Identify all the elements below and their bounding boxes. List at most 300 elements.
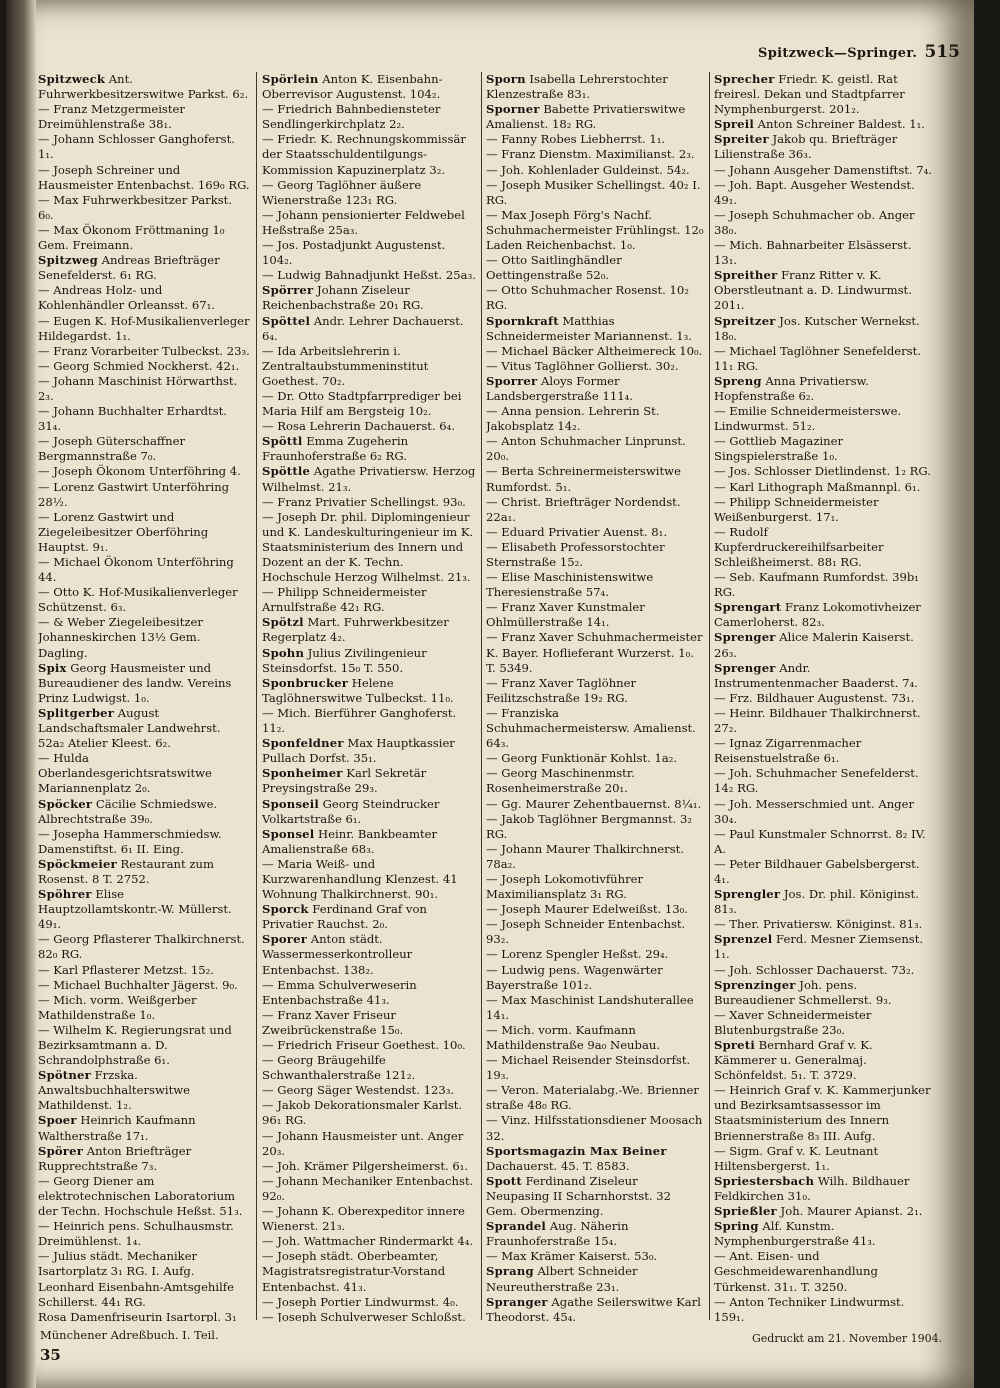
entry-surname: Sporck — [262, 902, 309, 917]
directory-entry — [262, 615, 476, 645]
directory-entry — [714, 978, 934, 1008]
entry-surname: Spöttle — [262, 464, 311, 479]
entry-surname: Spreitzer — [714, 313, 776, 328]
directory-entry — [38, 1219, 250, 1249]
directory-entry — [262, 434, 476, 464]
entry-text: — Mich. vorm. Kaufmann Mathildenstraße 9a₀ Neubau. — [486, 1022, 661, 1052]
entry-text: — Karl Lithograph Maßmannpl. 6₁. — [714, 479, 921, 494]
directory-entry — [714, 208, 934, 238]
directory-entry — [486, 495, 704, 525]
directory-entry — [38, 344, 250, 359]
entry-surname: Spreil — [714, 117, 754, 132]
entry-text: — Paul Kunstmaler Schnorrst. 8₂ IV. A. — [714, 826, 926, 856]
entry-surname: Spreiter — [714, 132, 769, 147]
directory-entry — [38, 706, 250, 751]
entry-surname: Sprecher — [714, 72, 775, 86]
entry-text: Ant. Fuhrwerkbesitzerswitwe Parkst. 6₂. — [38, 72, 249, 102]
entry-text: — & Weber Ziegeleibesitzer Johanneskirchen 13½ Gem. Dagling. — [38, 615, 203, 660]
entry-text: — Joseph Portier Lindwurmst. 4₀. — [262, 1294, 459, 1309]
print-date: Gedruckt am 21. November 1904. — [752, 1332, 943, 1345]
entry-text: Ferdinand Ziseleur Neupasing II Scharnhorstst. 32 Gem. Obermenzing. — [486, 1173, 672, 1219]
directory-entry — [714, 374, 934, 404]
entry-surname: Spreither — [714, 268, 778, 283]
directory-entry — [38, 585, 250, 615]
directory-entry — [38, 163, 250, 193]
directory-entry — [38, 615, 250, 660]
directory-entry — [486, 359, 704, 374]
entry-text: Helene Taglöhnerswitwe Tulbeckst. 11₀. — [262, 675, 454, 705]
entry-text: — Georg Bräugehilfe Schwanthalerstraße 121₂. — [262, 1053, 416, 1083]
directory-entry — [714, 1295, 934, 1322]
entry-text: — Joh. Messerschmied unt. Anger 30₄. — [714, 796, 914, 826]
entry-text: — Johann Maschinist Hörwarthst. 2₃. — [38, 373, 238, 403]
directory-entry — [262, 585, 476, 615]
entry-text: — Dr. Otto Stadtpfarrprediger bei Maria Hilf am Bergsteig 10₂. — [262, 388, 462, 419]
entry-text: — Maria Weiß- und Kurzwarenhandlung Klenzest. 41 Wohnung Thalkirchnerst. 90₁. — [262, 856, 458, 902]
entry-text: — Joseph städt. Oberbeamter, Magistratsregistratur-Vorstand Entenbachst. 41₃. — [262, 1249, 446, 1294]
entry-surname: Sporer — [262, 932, 308, 947]
entry-text: — Hulda Oberlandesgerichtsratswitwe Mariannenplatz 2₀. — [38, 751, 212, 796]
directory-entry — [714, 600, 934, 630]
directory-entry — [38, 932, 250, 962]
entry-text: — Elise Maschinistenswitwe Theresienstraße 57₄. — [486, 570, 654, 600]
entry-text: Bernhard Graf v. K. Kämmerer u. Generalmaj. Schönfeldst. 5₁. T. 3729. — [714, 1038, 873, 1083]
entry-surname: Sporrer — [486, 373, 538, 388]
entry-text: — Franziska Schuhmachermeistersw. Amalienst. 64₃. — [486, 705, 696, 751]
directory-entry — [714, 766, 934, 796]
directory-entry — [486, 963, 704, 993]
directory-entry — [486, 1113, 704, 1143]
entry-surname: Spöttel — [262, 313, 311, 328]
directory-entry — [262, 419, 476, 434]
directory-entry — [714, 932, 934, 962]
entry-text: Anton Schreiner Baldest. 1₁. — [753, 117, 925, 132]
directory-entry — [486, 283, 704, 313]
directory-entry — [486, 434, 704, 464]
entry-text: Jakob qu. Briefträger Lilienstraße 36₃. — [714, 132, 898, 162]
directory-entry — [262, 797, 476, 827]
entry-text: — Julius städt. Mechaniker Isartorplatz 3₁ RG. I. Aufg. — [38, 1249, 198, 1279]
entry-text: Albert Schneider Neureutherstraße 23₁. — [486, 1264, 638, 1294]
entry-text: — Mich. Bahnarbeiter Elsässerst. 13₁. — [714, 238, 912, 268]
entry-text: — Joseph Lokomotivführer Maximiliansplatz 3₁ RG. — [486, 871, 644, 902]
entry-text: — Georg Säger Westendst. 123₃. — [262, 1083, 455, 1098]
entry-surname: Sprengler — [714, 887, 781, 902]
directory-entry — [714, 1008, 934, 1038]
directory-entry — [486, 344, 704, 359]
entry-text: — Max Fuhrwerkbesitzer Parkst. 6₀. — [38, 192, 233, 222]
entry-text: — Gg. Maurer Zehentbauernst. 8¼₁. — [486, 796, 702, 811]
directory-entry — [38, 661, 250, 706]
entry-surname: Spornkraft — [486, 313, 559, 328]
directory-entry — [38, 963, 250, 978]
entry-surname: Sportsmagazin Max Beiner — [486, 1143, 667, 1158]
entry-text: — Eugen K. Hof-Musikalienverleger Hildegardst. 1₁. — [38, 313, 250, 343]
entry-text: Anton städt. Wassermesserkontrolleur Entenbachst. 138₂. — [262, 932, 413, 977]
directory-entry — [262, 102, 476, 132]
entry-surname: Splitgerber — [38, 705, 115, 720]
directory-entry — [486, 102, 704, 132]
directory-entry — [714, 268, 934, 313]
directory-entry — [486, 540, 704, 570]
directory-entry — [714, 132, 934, 162]
directory-entry — [486, 842, 704, 872]
entry-text: — Vitus Taglöhner Gollierst. 30₂. — [486, 358, 679, 373]
entry-text: Leonhard Eisenbahn-Amtsgehilfe Schillerst. 44₁ RG. — [38, 1279, 234, 1309]
entry-text: — Otto K. Hof-Musikalienverleger Schützenst. 6₃. — [38, 585, 238, 615]
directory-entry — [714, 480, 934, 495]
directory-entry — [486, 1023, 704, 1053]
entry-surname: Sprang — [486, 1264, 534, 1279]
directory-entry — [262, 1310, 476, 1322]
directory-entry — [262, 1098, 476, 1128]
entry-surname: Spöttl — [262, 434, 303, 449]
entry-text: — Franz Privatier Schellingst. 93₀. — [262, 494, 466, 509]
entry-surname: Spörlein — [262, 72, 319, 86]
directory-entry — [262, 1129, 476, 1159]
entry-text: — Jos. Schlosser Dietlindenst. 1₂ RG. — [714, 464, 931, 479]
directory-entry — [486, 993, 704, 1023]
directory-entry — [486, 1219, 704, 1249]
entry-surname: Spreti — [714, 1038, 755, 1052]
entry-text: — Ludwig pens. Wagenwärter Bayerstraße 101₂. — [486, 962, 663, 992]
directory-entry — [38, 797, 250, 827]
entry-surname: Sponseil — [262, 796, 319, 811]
entry-text: — Friedrich Bahnbediensteter Sendlingerkirchplatz 2₂. — [262, 102, 441, 132]
directory-entry — [38, 978, 250, 993]
directory-entry — [38, 555, 250, 585]
column-rule — [709, 72, 710, 1320]
directory-entry — [262, 178, 476, 208]
entry-text: Friedr. K. geistl. Rat freiresl. Dekan und Stadtpfarrer Nymphenburgerst. 201₂. — [714, 72, 905, 117]
entry-surname: Spring — [714, 1219, 759, 1234]
entry-surname: Sprandel — [486, 1219, 547, 1234]
directory-entry — [262, 1295, 476, 1310]
entry-text: — Ignaz Zigarrenmacher Reisenstuelstraße 6₁. — [714, 736, 862, 766]
directory-entry — [486, 902, 704, 917]
entry-surname: Sponsel — [262, 826, 315, 841]
entry-text: — Heinr. Bildhauer Thalkirchnerst. 27₂. — [714, 705, 921, 736]
directory-entry — [262, 283, 476, 313]
directory-entry — [38, 374, 250, 404]
directory-entry — [262, 1174, 476, 1204]
directory-entry — [486, 676, 704, 706]
directory-entry — [486, 706, 704, 751]
entry-text: — Franz Metzgermeister Dreimühlenstraße 38₁. — [38, 102, 185, 132]
entry-text: Ferd. Mesner Ziemsenst. 1₁. — [714, 932, 924, 962]
directory-entry — [714, 238, 934, 268]
entry-text: Joh. pens. Bureaudiener Schmellerst. 9₃. — [714, 977, 892, 1007]
entry-text: — Friedrich Friseur Goethest. 10₀. — [262, 1038, 466, 1052]
entry-text: — Xaver Schneidermeister Blutenburgstraße 23₀. — [714, 1007, 872, 1037]
directory-entry — [262, 646, 476, 676]
entry-text: — Max Krämer Kaiserst. 53₀. — [486, 1249, 658, 1264]
entry-text: Emma Zugeherin Fraunhoferstraße 6₂ RG. — [262, 434, 409, 464]
entry-text: Heinrich Kaufmann Waltherstraße 17₁. — [38, 1113, 196, 1143]
entry-text: — Jakob Taglöhner Bergmannst. 3₂ RG. — [486, 811, 693, 841]
entry-text: Karl Sekretär Preysingstraße 29₃. — [262, 766, 427, 796]
entry-text: — Joh. Krämer Pilgersheimerst. 6₁. — [262, 1158, 469, 1173]
directory-entry — [486, 600, 704, 630]
entry-text: — Joseph Ökonom Unterföhring 4. — [38, 464, 241, 479]
entry-text: — Johann pensionierter Feldwebel Heßstraße 25a₃. — [262, 207, 465, 237]
entry-text: — Ther. Privatiersw. Königinst. 81₃. — [714, 917, 923, 932]
directory-entry — [486, 178, 704, 208]
directory-entry — [486, 253, 704, 283]
entry-text: — Emilie Schneidermeisterswe. Lindwurmst. 51₂. — [714, 404, 902, 434]
directory-entry — [38, 464, 250, 479]
directory-entry — [714, 630, 934, 660]
entry-text: — Joh. Wattmacher Rindermarkt 4₄. — [262, 1234, 474, 1249]
entry-text: — Joh. Bapt. Ausgeher Westendst. 49₁. — [714, 177, 915, 207]
directory-entry — [486, 570, 704, 600]
directory-entry — [262, 827, 476, 857]
entry-surname: Spöhrer — [38, 887, 92, 902]
entry-text: — Joseph Musiker Schellingst. 40₂ I. RG. — [486, 177, 701, 207]
entry-text: — Mich. Bierführer Ganghoferst. 11₂. — [262, 705, 457, 736]
entry-text: — Ant. Eisen- und Geschmeidewarenhandlung Türkenst. 31₁. T. 3250. — [714, 1249, 878, 1294]
entry-text: — Joseph Schulverweser Schloßst. — [262, 1309, 466, 1322]
directory-entry — [714, 495, 934, 525]
directory-entry — [262, 978, 476, 1008]
directory-entry — [262, 344, 476, 389]
directory-entry — [486, 766, 704, 796]
directory-entry — [714, 404, 934, 434]
directory-entry — [714, 736, 934, 766]
directory-entry — [714, 797, 934, 827]
entry-text: Dachauerst. 45. T. 8583. — [486, 1158, 630, 1173]
footer-left — [40, 1328, 280, 1364]
directory-entry — [486, 630, 704, 675]
directory-entry — [38, 993, 250, 1023]
directory-entry — [486, 1264, 704, 1294]
directory-entry — [262, 676, 476, 706]
directory-entry — [714, 163, 934, 178]
entry-text: — Georg Schmied Nockherst. 42₁. — [38, 358, 240, 373]
entry-text: — Franz Xaver Friseur Zweibrückenstraße 15₀. — [262, 1007, 404, 1037]
entry-text: — Rudolf Kupferdruckereihilfsarbeiter Schleißheimerst. 88₁ RG. — [714, 524, 884, 569]
directory-entry — [714, 827, 934, 857]
directory-entry — [486, 314, 704, 344]
directory-entry — [38, 1310, 250, 1322]
entry-surname: Spörrer — [262, 283, 314, 298]
entry-text: — Joseph Güterschaffner Bergmannstraße 7₀. — [38, 434, 186, 464]
entry-text: — Anton Techniker Lindwurmst. 159₁. — [714, 1294, 905, 1322]
entry-text: — Georg Taglöhner äußere Wienerstraße 123₁ RG. — [262, 177, 422, 207]
column-1 — [38, 72, 250, 1322]
entry-surname: Spott — [486, 1173, 522, 1188]
entry-surname: Spitzweg — [38, 253, 98, 268]
column-rule — [256, 72, 257, 1320]
entry-text: — Franz Xaver Taglöhner Feilitzschstraße 19₂ RG. — [486, 675, 637, 705]
entry-text: — Vinz. Hilfsstationsdiener Moosach 32. — [486, 1113, 703, 1143]
directory-entry — [38, 253, 250, 283]
directory-entry — [714, 917, 934, 932]
directory-entry — [38, 1174, 250, 1219]
entry-text: — Frz. Bildhauer Augustenst. 73₁. — [714, 690, 915, 705]
book-title: Münchener Adreßbuch. I. Teil. — [40, 1328, 219, 1342]
directory-entry — [714, 963, 934, 978]
directory-entry — [262, 268, 476, 283]
directory-entry — [262, 1234, 476, 1249]
directory-page — [6, 0, 974, 1388]
directory-entry — [486, 872, 704, 902]
directory-entry — [38, 314, 250, 344]
directory-entry — [714, 344, 934, 374]
directory-entry — [714, 691, 934, 706]
entry-text: — Mich. vorm. Weißgerber Mathildenstraße 1₀. — [38, 992, 197, 1022]
directory-entry — [262, 706, 476, 736]
directory-entry — [486, 1295, 704, 1322]
directory-entry — [486, 163, 704, 178]
directory-entry — [262, 902, 476, 932]
directory-entry — [714, 525, 934, 570]
directory-entry — [262, 389, 476, 419]
directory-entry — [714, 72, 934, 117]
entry-text: — Joh. Kohlenlader Guldeinst. 54₂. — [486, 162, 690, 177]
entry-text: Alf. Kunstm. Nymphenburgerstraße 41₃. — [714, 1219, 876, 1249]
entry-surname: Spöckmeier — [38, 856, 117, 871]
entry-text: — Otto Saitlinghändler Oettingenstraße 52₀. — [486, 253, 622, 283]
directory-entry — [38, 887, 250, 932]
directory-entry — [262, 1038, 476, 1053]
column-3 — [486, 72, 704, 1322]
entry-text: — Johann Maurer Thalkirchnerst. 78a₂. — [486, 841, 685, 871]
entry-text: — Jakob Dekorationsmaler Karlst. 96₁ RG. — [262, 1098, 463, 1128]
entry-text: — Franz Vorarbeiter Tulbeckst. 23₃. — [38, 343, 250, 358]
directory-entry — [714, 1249, 934, 1294]
directory-entry — [714, 570, 934, 600]
directory-entry — [262, 1008, 476, 1038]
entry-text: Joh. Maurer Apianst. 2₁. — [776, 1204, 923, 1219]
entry-text: — Max Joseph Förg's Nachf. Schuhmachermeister Frühlingst. 12₀ Laden Reichenbachst. 1₀. — [486, 207, 704, 253]
entry-text: Max Hauptkassier Pullach Dorfst. 35₁. — [262, 736, 455, 766]
entry-text: — Franz Xaver Schuhmachermeister K. Bayer. Hoflieferant Wurzerst. 1₀. T. 5349. — [486, 630, 703, 675]
entry-text: — Andreas Holz- und Kohlenhändler Orleansst. 67₁. — [38, 283, 215, 313]
entry-text: — Joseph Maurer Edelweißst. 13₀. — [486, 902, 688, 917]
directory-entry — [714, 178, 934, 208]
entry-text: — Josepha Hammerschmiedsw. Damenstiftst. 6₁ II. Eing. — [38, 826, 222, 856]
directory-entry — [38, 132, 250, 162]
directory-entry — [262, 208, 476, 238]
directory-entry — [262, 932, 476, 977]
directory-entry — [38, 480, 250, 510]
directory-entry — [38, 223, 250, 253]
directory-entry — [38, 751, 250, 796]
running-head: Spitzweck—Springer. — [758, 46, 918, 61]
directory-entry — [486, 1249, 704, 1264]
entry-text: — Michael Reisender Steinsdorfst. 19₃. — [486, 1053, 691, 1083]
entry-surname: Sprießler — [714, 1204, 777, 1219]
directory-entry — [486, 208, 704, 253]
directory-entry — [486, 1144, 704, 1174]
entry-text: Georg Hausmeister und Bureaudiener des landw. Vereins Prinz Ludwigst. 1₀. — [38, 660, 232, 705]
entry-text: Isabella Lehrerstochter Klenzestraße 83₁. — [486, 72, 668, 102]
entry-text: Ferdinand Graf von Privatier Rauchst. 2₀. — [262, 902, 427, 932]
directory-entry — [38, 857, 250, 887]
entry-text: — Wilhelm K. Regierungsrat und Bezirksamtmann a. D. Schrandolphstraße 6₁. — [38, 1022, 232, 1068]
entry-text: — Philipp Schneidermeister Weißenburgerst. 17₁. — [714, 494, 879, 524]
entry-surname: Sponheimer — [262, 766, 343, 781]
entry-text: — Philipp Schneidermeister Arnulfstraße 42₁ RG. — [262, 585, 427, 615]
entry-text: — Gottlieb Magaziner Singspielerstraße 1₀. — [714, 434, 844, 464]
directory-entry — [262, 1083, 476, 1098]
entry-text: — Joh. Schlosser Dachauerst. 73₂. — [714, 962, 915, 977]
signature-number: 35 — [40, 1346, 61, 1364]
column-2 — [262, 72, 476, 1322]
directory-entry — [262, 495, 476, 510]
entry-text: Anton Briefträger Rupprechtstraße 7₃. — [38, 1143, 192, 1173]
entry-text: Rosa Damenfriseurin Isartorpl. 3₁ — [38, 1309, 237, 1322]
entry-text: — Veron. Materialabg.-We. Brienner straße 48₀ RG. — [486, 1083, 699, 1113]
directory-entry — [714, 1038, 934, 1083]
entry-text: — Christ. Briefträger Nordendst. 22a₁. — [486, 494, 681, 524]
directory-entry — [38, 1249, 250, 1279]
entry-text: — Lorenz Spengler Heßst. 29₄. — [486, 947, 669, 962]
entry-surname: Sponbrucker — [262, 675, 349, 690]
entry-text: Heinr. Bankbeamter Amalienstraße 68₃. — [262, 826, 438, 856]
directory-entry — [38, 283, 250, 313]
directory-entry — [714, 706, 934, 736]
directory-entry — [486, 132, 704, 147]
entry-text: — Ludwig Bahnadjunkt Heßst. 25a₃. — [262, 268, 476, 283]
entry-text: — Georg Diener am elektrotechnischen Laboratorium der Techn. Hochschule Heßst. 51₃. — [38, 1173, 243, 1219]
entry-text: Andr. Instrumentenmacher Baaderst. 7₄. — [714, 660, 918, 690]
directory-entry — [714, 1204, 934, 1219]
entry-text: — Seb. Kaufmann Rumfordst. 39b₁ RG. — [714, 570, 919, 600]
directory-entry — [714, 887, 934, 917]
entry-text: — Johann Ausgeher Damenstiftst. 7₄. — [714, 162, 933, 177]
entry-text: — Johann K. Oberexpeditor innere Wienerst. 21₃. — [262, 1204, 465, 1234]
entry-surname: Spöcker — [38, 796, 93, 811]
entry-text: Anna Privatiersw. Hopfenstraße 6₂. — [714, 373, 869, 403]
entry-text: — Berta Schreinermeisterswitwe Rumfordst. 5₁. — [486, 464, 681, 494]
entry-text: — Sigm. Graf v. K. Leutnant Hiltensbergerst. 1₁. — [714, 1143, 879, 1173]
directory-entry — [262, 510, 476, 585]
entry-text: — Franz Dienstm. Maximilianst. 2₃. — [486, 147, 695, 162]
entry-text: — Heinrich Graf v. K. Kammerjunker und Bezirksamtsassessor im Staatsministerium des Innern Briennerstraße 8₃ III. Aufg. — [714, 1083, 931, 1143]
page-header — [706, 40, 968, 68]
entry-text: — Rosa Lehrerin Dachauerst. 6₄. — [262, 419, 456, 434]
entry-text: — Johann Schlosser Ganghoferst. 1₁. — [38, 132, 235, 162]
directory-entry — [262, 1249, 476, 1294]
entry-text: — Anton Schuhmacher Linprunst. 20₀. — [486, 434, 686, 464]
directory-entry — [714, 1219, 934, 1249]
directory-entry — [38, 434, 250, 464]
directory-entry — [38, 72, 250, 102]
entry-surname: Spitzweck — [38, 72, 106, 86]
directory-entry — [486, 464, 704, 494]
entry-text: Franz Ritter v. K. Oberstleutnant a. D. Lindwurmst. 201₁. — [714, 268, 912, 313]
entry-text: Agathe Seilerswitwe Karl Theodorst. 45₄. — [486, 1294, 701, 1322]
entry-text: August Landschaftsmaler Landwehrst. 52a₂ Atelier Kleest. 6₂. — [38, 705, 221, 751]
entry-text: — Friedr. K. Rechnungskommissär der Staatsschuldentilgungs-Kommission Kapuzinerplatz 3₂. — [262, 132, 466, 177]
entry-surname: Sprenzel — [714, 932, 773, 947]
entry-text: — Franz Xaver Kunstmaler Ohlmüllerstraße 14₁. — [486, 600, 645, 630]
entry-text: Wilh. Bildhauer Feldkirchen 31₀. — [714, 1173, 910, 1203]
entry-text: Agathe Privatiersw. Herzog Wilhelmst. 21₃. — [262, 464, 476, 494]
entry-text: — Joseph Schneider Entenbachst. 93₂. — [486, 917, 686, 947]
directory-entry — [38, 827, 250, 857]
directory-entry — [714, 464, 934, 479]
entry-text: Elise Hauptzollamtskontr.-W. Müllerst. 49₁. — [38, 887, 232, 932]
entry-text: Babette Privatierswitwe Amalienst. 18₂ RG. — [486, 102, 686, 132]
entry-text: Aug. Näherin Fraunhoferstraße 15₄. — [486, 1219, 629, 1249]
entry-surname: Sprenger — [714, 630, 776, 645]
entry-text: Cäcilie Schmiedswe. Albrechtstraße 39₀. — [38, 796, 218, 826]
entry-text: Johann Ziseleur Reichenbachstraße 20₁ RG. — [262, 283, 424, 313]
entry-text: Mart. Fuhrwerkbesitzer Regerplatz 4₂. — [262, 615, 449, 645]
